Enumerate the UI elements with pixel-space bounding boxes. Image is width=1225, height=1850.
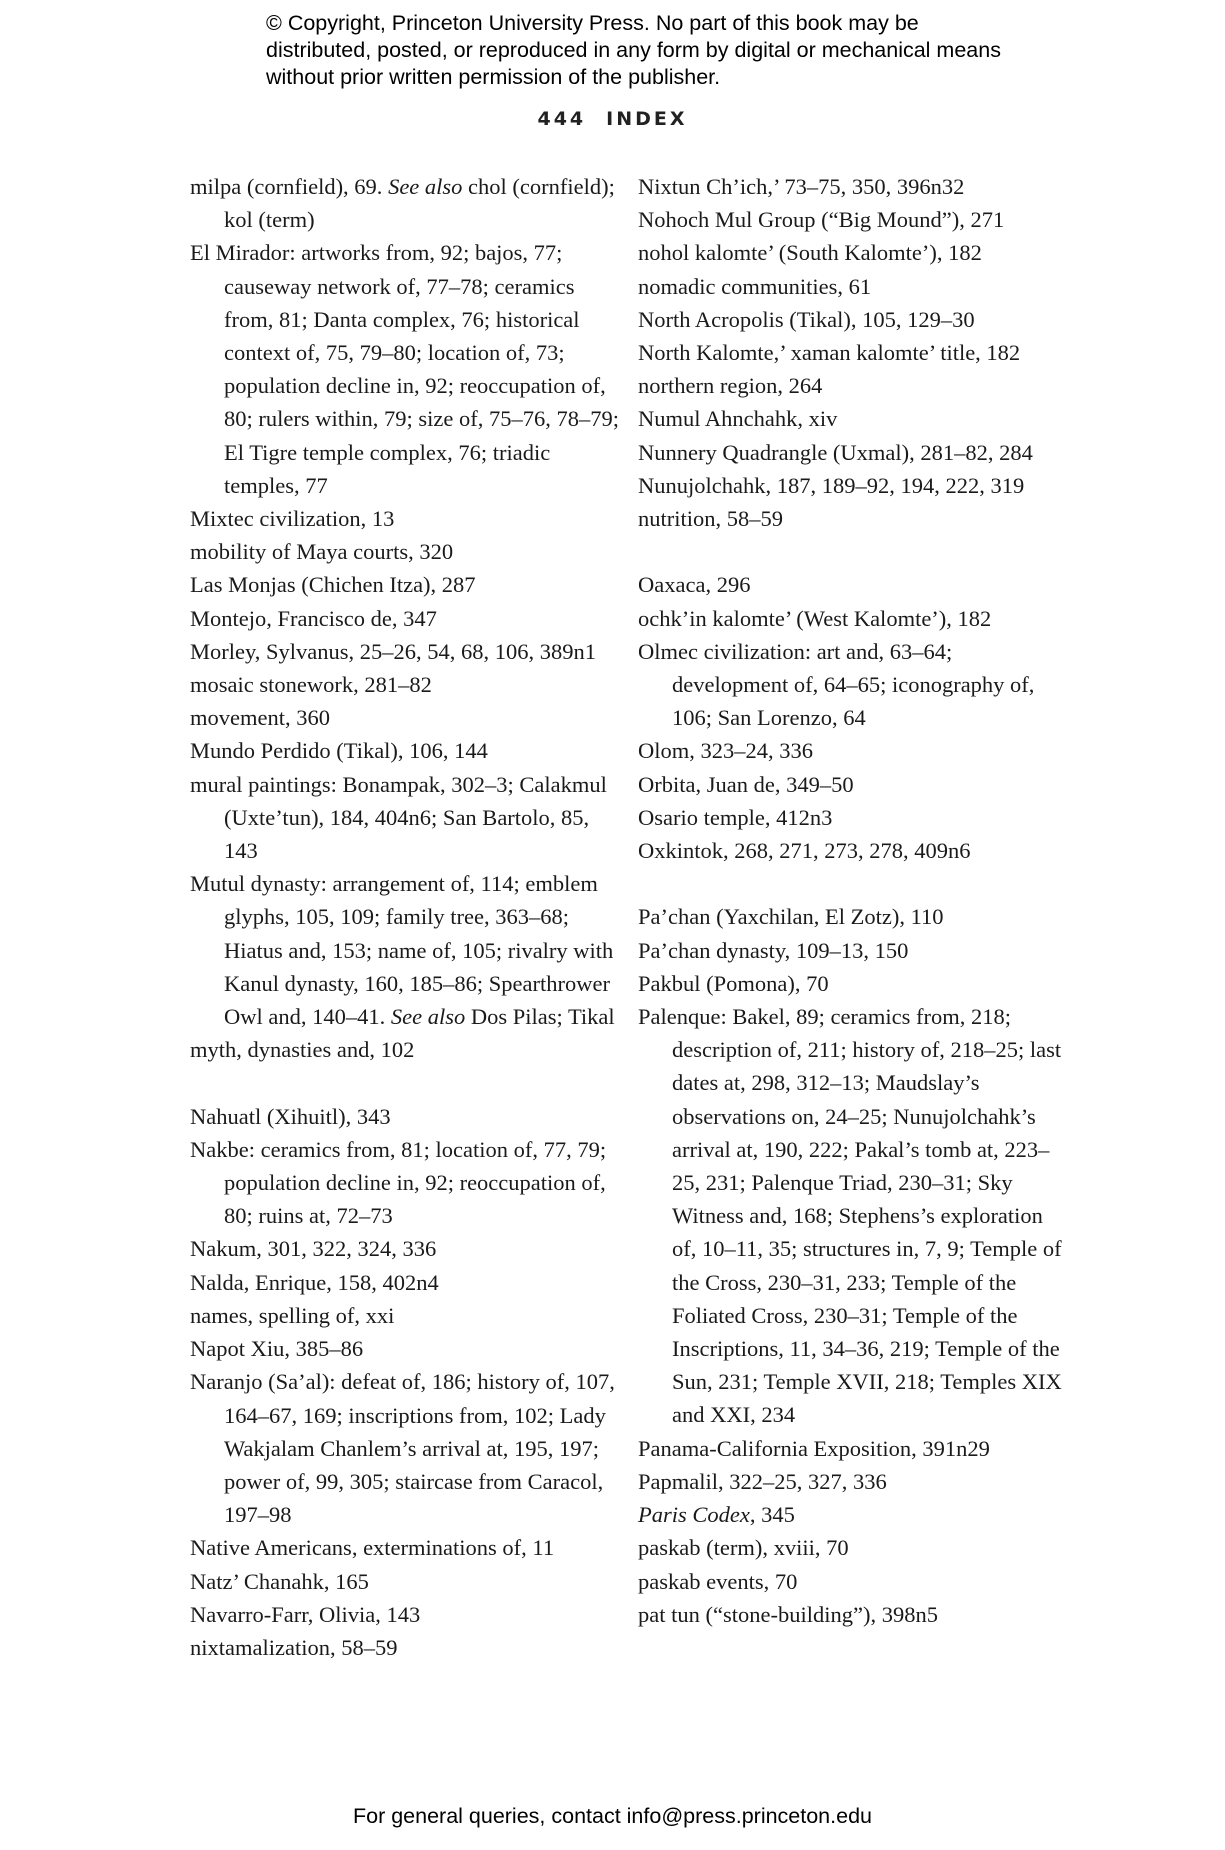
index-entry-text: milpa (cornfield), 69. (190, 174, 389, 199)
index-entry (638, 568, 1068, 601)
index-entry (190, 1365, 620, 1531)
index-entry (638, 402, 1068, 435)
index-entry-text: Natz’ Chanahk, 165 (190, 1568, 369, 1594)
index-entry (190, 1266, 620, 1299)
index-entry (638, 170, 1068, 203)
index-entry (638, 1531, 1068, 1564)
index-entry-text: nohol kalomte’ (South Kalomte’), 182 (638, 240, 982, 266)
index-entry (638, 502, 1068, 535)
page-number: 444 (537, 108, 587, 130)
index-entry (190, 635, 620, 668)
index-entry-text: mosaic stonework, 281–82 (190, 672, 432, 698)
index-entry-text: Osario temple, 412n3 (638, 804, 833, 830)
index-entry-text: nutrition, 58–59 (638, 506, 783, 532)
index-entry (190, 1133, 620, 1233)
index-entry (638, 602, 1068, 635)
index-entry (190, 867, 620, 1033)
index-entry-italic: Paris Codex (638, 1502, 750, 1528)
index-entry-text: Nunujolchahk, 187, 189–92, 194, 222, 319 (638, 472, 1025, 498)
index-entry-text: Orbita, Juan de, 349–50 (638, 771, 854, 797)
index-entry (638, 1498, 1068, 1531)
index-entry (638, 369, 1068, 402)
index-entry (638, 635, 1068, 735)
letter-group-gap (638, 867, 1068, 900)
index-entry-text: Mutul dynasty: arrangement of, 114; emblem glyphs, 105, 109; family tree, 363–68; Hiatus and, 153; name of, 105; rivalry with Kanul dynasty, 160, 185–86; Spearthrower Owl and, 140–41. (190, 871, 614, 1030)
index-entry (638, 270, 1068, 303)
index-entry-text: Morley, Sylvanus, 25–26, 54, 68, 106, 389n1 (190, 638, 597, 664)
index-entry (190, 602, 620, 635)
index-column-right (638, 170, 1068, 1631)
index-entry-italic: See also (390, 1004, 466, 1030)
index-entry (638, 236, 1068, 269)
index-entry-text: northern region, 264 (638, 373, 823, 399)
index-entry (190, 236, 620, 502)
index-entry (190, 502, 620, 535)
index-entry-text: Pa’chan dynasty, 109–13, 150 (638, 937, 909, 963)
index-entry-text: Montejo, Francisco de, 347 (190, 605, 437, 631)
index-entry-text: Las Monjas (Chichen Itza), 287 (190, 572, 476, 598)
index-entry (638, 1432, 1068, 1465)
index-entry-text: Naranjo (Sa’al): defeat of, 186; history of, 107, 164–67, 169; inscriptions from, 102; Lady Wakjalam Chanlem’s arrival at, 195, 197; power of, 99, 305; staircase from Caracol, 197–98 (190, 1369, 615, 1528)
index-entry-text: Nahuatl (Xihuitl), 343 (190, 1103, 391, 1129)
index-entry-text: Olmec civilization: art and, 63–64; development of, 64–65; iconography of, 106; San Lorenzo, 64 (638, 638, 1035, 731)
index-column-left (190, 170, 620, 1664)
index-entry (190, 734, 620, 767)
index-entry (638, 834, 1068, 867)
index-entry (190, 1232, 620, 1265)
index-entry-text: Nalda, Enrique, 158, 402n4 (190, 1269, 439, 1295)
index-entry-text: Nakum, 301, 322, 324, 336 (190, 1236, 437, 1262)
index-entry-text: Mundo Perdido (Tikal), 106, 144 (190, 738, 488, 764)
index-entry-text: Navarro-Farr, Olivia, 143 (190, 1601, 421, 1627)
index-entry-text: Papmalil, 322–25, 327, 336 (638, 1468, 887, 1494)
index-entry (638, 1598, 1068, 1631)
index-entry (190, 701, 620, 734)
index-entry-text: North Kalomte,’ xaman kalomte’ title, 182 (638, 340, 1021, 366)
index-entry-text: paskab (term), xviii, 70 (638, 1535, 849, 1561)
index-entry-text: Pa’chan (Yaxchilan, El Zotz), 110 (638, 904, 944, 930)
index-entry (190, 535, 620, 568)
index-entry (190, 1631, 620, 1664)
letter-group-gap (190, 1066, 620, 1099)
index-entry-text: movement, 360 (190, 705, 330, 731)
index-entry (190, 768, 620, 868)
copyright-notice: © Copyright, Princeton University Press. No part of this book may be distributed, posted, or reproduced in any form by digital or mechanical means without prior written permission of the publisher. (266, 11, 1001, 89)
index-entry-text: Native Americans, exterminations of, 11 (190, 1535, 555, 1561)
index-entry-text: Nixtun Ch’ich,’ 73–75, 350, 396n32 (638, 174, 965, 199)
index-entry (638, 203, 1068, 236)
index-entry (638, 768, 1068, 801)
index-entry-text: Numul Ahnchahk, xiv (638, 406, 838, 432)
index-entry (638, 1465, 1068, 1498)
index-entry-text: Napot Xiu, 385–86 (190, 1336, 364, 1362)
index-entry-text: nixtamalization, 58–59 (190, 1634, 398, 1660)
index-entry (638, 1000, 1068, 1432)
index-entry (190, 568, 620, 601)
index-entry (190, 1565, 620, 1598)
index-entry-text: mobility of Maya courts, 320 (190, 539, 454, 565)
index-entry-text: Nakbe: ceramics from, 81; location of, 77, 79; population decline in, 92; reoccupation of, 80; ruins at, 72–73 (190, 1136, 607, 1229)
index-entry (638, 336, 1068, 369)
index-entry-text: Olom, 323–24, 336 (638, 738, 814, 764)
index-entry (190, 1033, 620, 1066)
running-head (0, 108, 1225, 130)
index-entry-italic: See also (388, 174, 463, 199)
index-entry-text: Dos Pilas; Tikal (465, 1004, 615, 1030)
index-entry-text: Nunnery Quadrangle (Uxmal), 281–82, 284 (638, 439, 1033, 465)
index-entry-text: Mixtec civilization, 13 (190, 506, 395, 532)
index-entry-text: North Acropolis (Tikal), 105, 129–30 (638, 306, 975, 332)
index-entry-text: pat tun (“stone-building”), 398n5 (638, 1601, 938, 1627)
index-entry (638, 967, 1068, 1000)
index-entry-text: Oxkintok, 268, 271, 273, 278, 409n6 (638, 838, 971, 864)
footer-contact: For general queries, contact info@press.princeton.edu (352, 1804, 872, 1828)
index-entry-text: paskab events, 70 (638, 1568, 798, 1594)
index-entry-text: mural paintings: Bonampak, 302–3; Calakmul (Uxte’tun), 184, 404n6; San Bartolo, 85, 143 (190, 771, 607, 864)
index-entry (638, 934, 1068, 967)
index-entry-text: Nohoch Mul Group (“Big Mound”), 271 (638, 207, 1005, 233)
index-entry-text: El Mirador: artworks from, 92; bajos, 77; causeway network of, 77–78; ceramics from, 81; Danta complex, 76; historical context of, 75, 79–80; location of, 73; population decline in, 92; reoccupation of, 80; rulers within, 79; size of, 75–76, 78–79; El Tigre temple complex, 76; triadic temples, 77 (190, 240, 619, 498)
index-entry-text: Pakbul (Pomona), 70 (638, 970, 829, 996)
index-entry (638, 801, 1068, 834)
index-entry (638, 436, 1068, 469)
index-entry (638, 900, 1068, 933)
index-entry (190, 1100, 620, 1133)
index-entry-text: Oaxaca, 296 (638, 572, 751, 598)
index-entry-text: nomadic communities, 61 (638, 273, 872, 299)
index-entry-text: names, spelling of, xxi (190, 1302, 395, 1328)
index-entry (638, 303, 1068, 336)
index-entry (638, 1565, 1068, 1598)
section-title: INDEX (606, 108, 688, 130)
index-entry-text: ochk’in kalomte’ (West Kalomte’), 182 (638, 605, 992, 631)
index-entry-text: Palenque: Bakel, 89; ceramics from, 218; description of, 211; history of, 218–25; last dates at, 298, 312–13; Maudslay’s observations on, 24–25; Nunujolchahk’s arrival at, 190, 222; Pakal’s tomb at, 223–25, 231; Palenque Triad, 230–31; Sky Witness and, 168; Stephens’s exploration of, 10–11, 35; structures in, 7, 9; Temple of the Cross, 230–31, 233; Temple of the Foliated Cross, 230–31; Temple of the Inscriptions, 11, 34–36, 219; Temple of the Sun, 231; Temple XVII, 218; Temples XIX and XXI, 234 (638, 1004, 1062, 1428)
index-entry (190, 1598, 620, 1631)
index-entry (190, 1531, 620, 1564)
index-entry (190, 1299, 620, 1332)
index-entry (638, 469, 1068, 502)
index-entry-text: myth, dynasties and, 102 (190, 1037, 415, 1063)
index-entry-text: , 345 (749, 1502, 795, 1528)
index-entry (190, 170, 620, 236)
index-entry-text: Panama-California Exposition, 391n29 (638, 1435, 990, 1461)
letter-group-gap (638, 535, 1068, 568)
index-entry (190, 1332, 620, 1365)
index-entry-text: chol (cornfield); kol (term) (224, 174, 615, 233)
index-entry (190, 668, 620, 701)
index-entry (638, 734, 1068, 767)
